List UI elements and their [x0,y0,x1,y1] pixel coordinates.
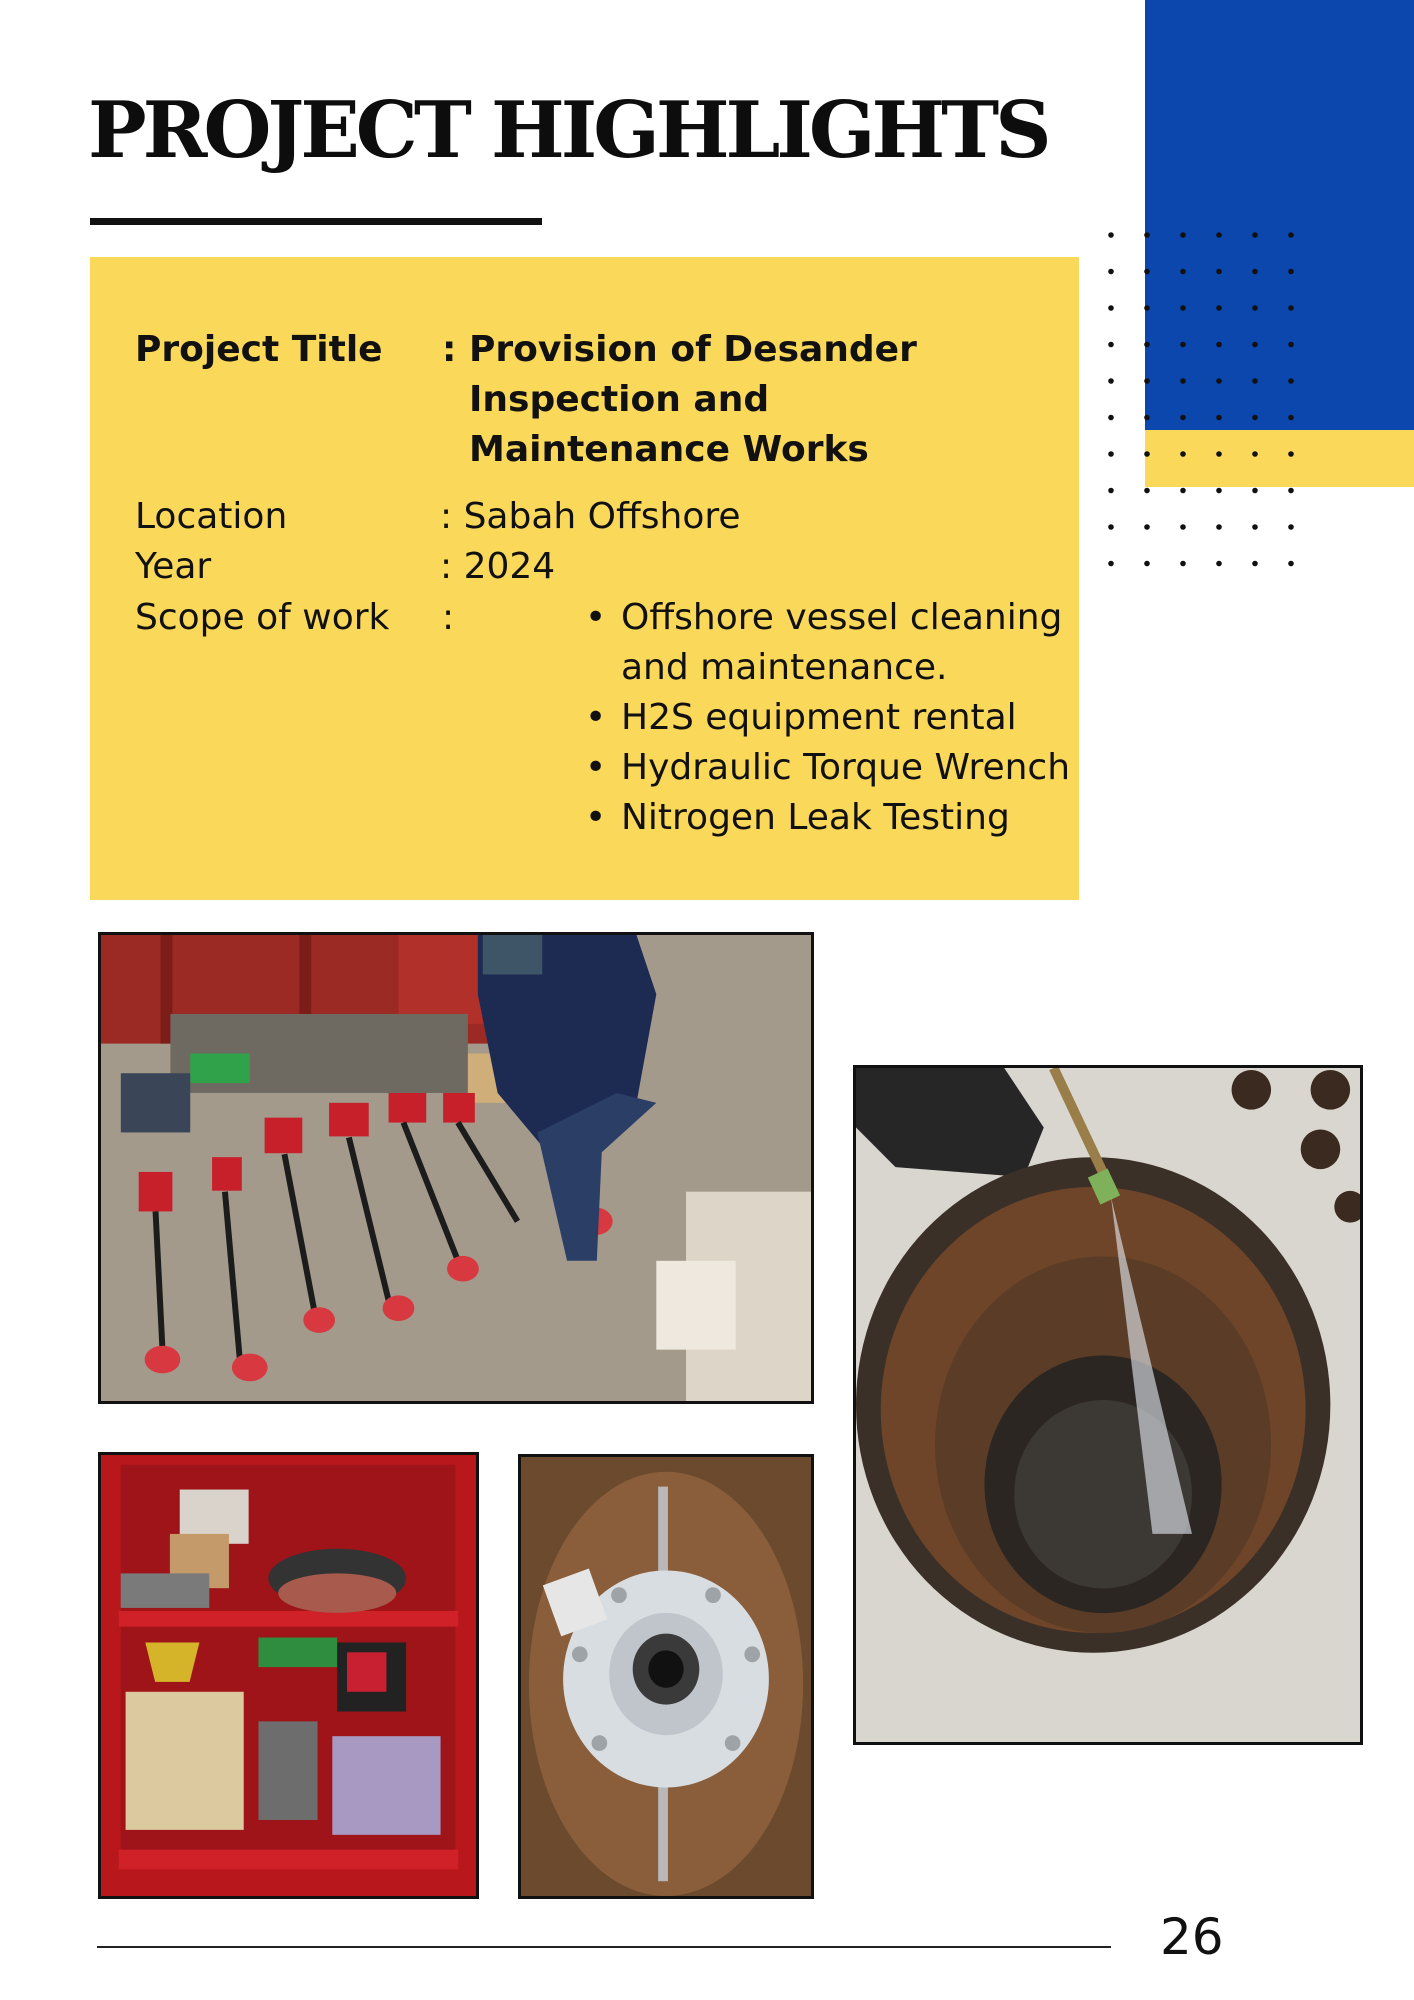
project-title-line-1: Provision of Desander [469,329,917,370]
page-number: 26 [1160,1908,1224,1966]
decoration-dot [1180,305,1186,311]
page-title: PROJECT HIGHLIGHTS [88,85,1048,176]
decoration-dot [1252,451,1258,457]
decoration-dot [1108,415,1114,421]
decoration-dot [1144,524,1150,530]
decoration-dot [1180,378,1186,384]
dot-grid-decoration [1108,232,1298,572]
decoration-dot [1108,451,1114,457]
scope-list [583,593,1123,843]
decoration-dot [1288,342,1294,348]
decoration-dot [1288,451,1294,457]
photo-equipment-container [98,1452,479,1899]
location-label: Location [135,496,288,537]
decoration-dot [1288,561,1294,567]
decoration-dot [1108,561,1114,567]
decoration-dot [1144,269,1150,275]
decoration-dot [1144,451,1150,457]
decoration-dot [1252,561,1258,567]
decoration-dot [1252,378,1258,384]
scope-separator: : [442,597,455,638]
decoration-dot [1108,232,1114,238]
scope-item: • Offshore vessel cleaning and maintenance. [583,593,1123,693]
decoration-dot [1144,561,1150,567]
decoration-dot [1252,342,1258,348]
decoration-dot [1144,415,1150,421]
decoration-dot [1180,451,1186,457]
project-title-line-2: Inspection and [469,379,770,420]
decoration-dot [1216,269,1222,275]
project-title-label: Project Title [135,329,383,370]
decoration-dot [1288,269,1294,275]
decoration-dot [1216,561,1222,567]
decoration-dot [1108,305,1114,311]
decoration-dot [1288,378,1294,384]
decoration-dot [1252,232,1258,238]
decoration-dot [1216,378,1222,384]
project-title-separator: : [442,329,457,370]
decoration-dot [1252,415,1258,421]
decoration-dot [1108,342,1114,348]
year-value: : 2024 [440,546,556,587]
decoration-dot [1216,305,1222,311]
decoration-dot [1288,305,1294,311]
decoration-dot [1180,232,1186,238]
decoration-dot [1144,232,1150,238]
decoration-dot [1108,269,1114,275]
scope-label: Scope of work [135,597,390,638]
decoration-dot [1216,524,1222,530]
decoration-dot [1180,488,1186,494]
decoration-dot [1216,488,1222,494]
decoration-dot [1288,232,1294,238]
decoration-dot [1144,342,1150,348]
decoration-dot [1144,305,1150,311]
decoration-dot [1180,524,1186,530]
photo-chain-hoists [98,932,814,1404]
decoration-dot [1108,488,1114,494]
project-info-box [90,257,1079,900]
scope-item: • Hydraulic Torque Wrench [583,743,1123,793]
decoration-dot [1216,451,1222,457]
decoration-dot [1144,488,1150,494]
decoration-dot [1108,378,1114,384]
decoration-dot [1180,342,1186,348]
decoration-dot [1216,232,1222,238]
photo-flange-pit [518,1454,814,1899]
scope-item: • H2S equipment rental [583,693,1123,743]
decoration-dot [1288,524,1294,530]
decoration-dot [1252,524,1258,530]
project-title-line-3: Maintenance Works [469,429,869,470]
decoration-dot [1288,415,1294,421]
decoration-dot [1216,342,1222,348]
location-value: : Sabah Offshore [440,496,741,537]
decoration-dot [1180,561,1186,567]
scope-item: • Nitrogen Leak Testing [583,793,1123,843]
footer-rule [97,1946,1111,1948]
title-underline [90,218,542,225]
decoration-dot [1144,378,1150,384]
photo-vessel-cleaning [853,1065,1363,1745]
decoration-dot [1180,415,1186,421]
decoration-dot [1108,524,1114,530]
year-label: Year [135,546,212,587]
decoration-dot [1180,269,1186,275]
decoration-dot [1252,305,1258,311]
decoration-dot [1252,269,1258,275]
decoration-dot [1288,488,1294,494]
decoration-dot [1252,488,1258,494]
decoration-dot [1216,415,1222,421]
